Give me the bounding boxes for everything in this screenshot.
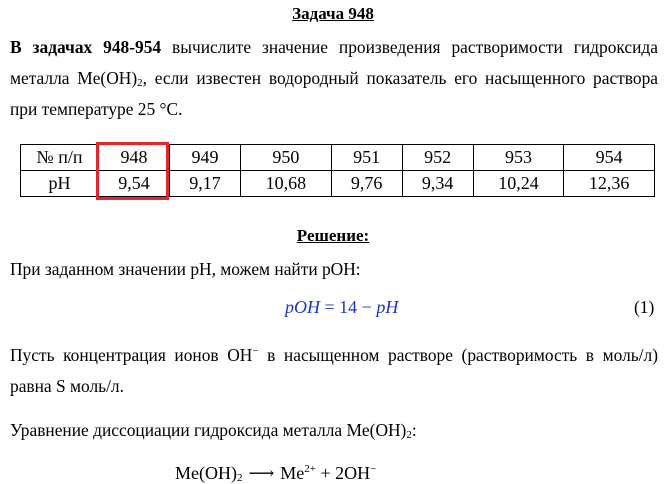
diss-plus: + [316, 463, 336, 483]
table-header-number: № п/п [21, 145, 99, 171]
reaction-arrow-icon: ⟶ [248, 463, 275, 483]
table-cell: 9,76 [331, 171, 402, 197]
diss-lhs-sub: 2 [236, 472, 243, 484]
formula-eq: = 14 − [320, 297, 377, 317]
p3-text-b: : [411, 420, 417, 440]
table-cell: 9,34 [402, 171, 473, 197]
equation-number: (1) [634, 297, 655, 317]
formula-poh [285, 297, 398, 318]
table-cell: 951 [331, 145, 402, 171]
data-table [20, 144, 655, 197]
diss-lhs: Me(OH) [175, 463, 237, 483]
diss-oh-charge: − [370, 463, 377, 475]
task-text-a: вычислите значение произведения растворимости гидроксида металла Me(OH) [10, 37, 658, 88]
paragraph-concentration [10, 340, 658, 402]
p3-text-a: Уравнение диссоциации гидроксида металла Me(OH) [10, 420, 407, 440]
formula-rhs: pH [376, 297, 399, 317]
paragraph-poh: При заданном значении pH, можем найти pOH: [10, 259, 361, 279]
table-cell: 953 [473, 145, 564, 171]
table-cell: 10,24 [473, 171, 564, 197]
table-cell: 10,68 [241, 171, 332, 197]
paragraph-dissociation [10, 415, 658, 446]
task-range: В задачах 948-954 [10, 37, 162, 57]
table-cell: 9,17 [170, 171, 241, 197]
table-header-ph: pH [21, 171, 99, 197]
task-subscript: 2 [137, 77, 143, 89]
task-title: Задача 948 [292, 4, 374, 23]
solution-heading: Решение: [296, 226, 370, 245]
table-cell: 12,36 [564, 171, 655, 197]
diss-me-charge: 2+ [304, 463, 317, 475]
ion-oh: OH [227, 345, 253, 365]
table-cell: 9,54 [99, 171, 170, 197]
diss-me: Me [280, 463, 305, 483]
p2-text-b: в насыщенном растворе (растворимость в моль/л) равна S моль/л. [10, 345, 658, 396]
p3-subscript: 2 [406, 429, 412, 441]
task-text-b: , если известен водородный показатель его насыщенного раствора при температуре 25 °С. [10, 68, 658, 119]
dissociation-equation [175, 463, 376, 484]
task-statement [10, 32, 658, 125]
formula-lhs: pOH [285, 297, 320, 317]
ion-oh-charge: − [252, 345, 259, 357]
table-cell: 948 [99, 145, 170, 171]
diss-oh: 2OH [335, 463, 371, 483]
table-cell: 952 [402, 145, 473, 171]
table-row-numbers [21, 145, 655, 171]
table-row-ph [21, 171, 655, 197]
table-cell: 949 [170, 145, 241, 171]
table-cell: 954 [564, 145, 655, 171]
p2-text-a: Пусть концентрация ионов [10, 345, 228, 365]
table-cell: 950 [241, 145, 332, 171]
